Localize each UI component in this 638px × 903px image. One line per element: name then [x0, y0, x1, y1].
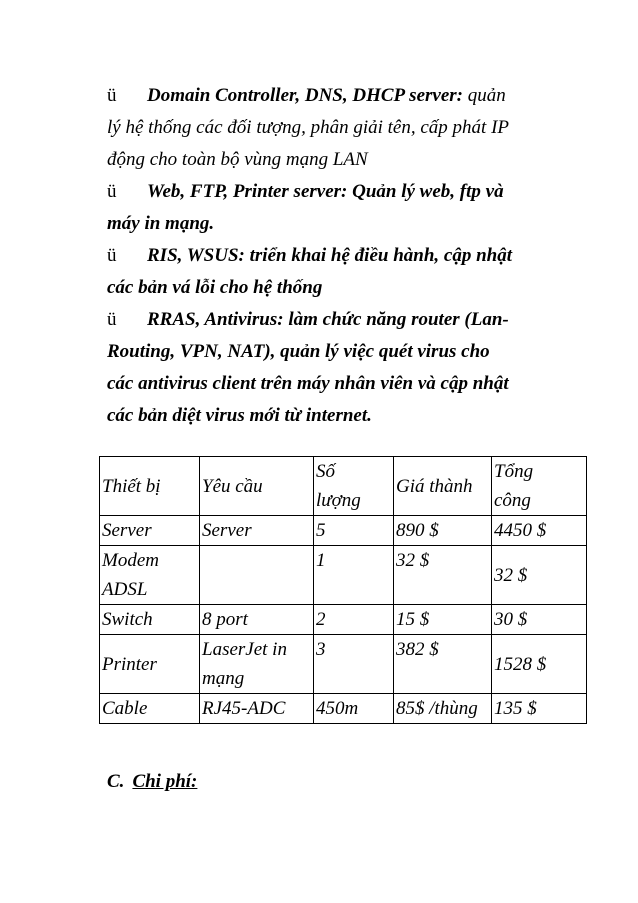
- cell-requirement-line2: mạng: [202, 668, 245, 689]
- cell-requirement: [200, 546, 314, 605]
- bullet-rras-antivirus: [107, 304, 577, 432]
- table-header-row: [100, 457, 587, 516]
- cell-total: 30 $: [492, 605, 587, 635]
- bullet-first-line: RRAS, Antivirus: làm chức năng router (Lan-: [147, 309, 509, 330]
- table-row: [100, 546, 587, 605]
- bullet-marker: ü: [107, 309, 117, 330]
- table-row: [100, 516, 587, 546]
- bullet-line: các antivirus client trên máy nhân viên và cập nhật: [107, 373, 509, 394]
- section-letter: C.: [107, 771, 125, 792]
- table-row: [100, 635, 587, 694]
- header-quantity: [314, 457, 394, 516]
- section-title: Chi phí:: [132, 771, 198, 792]
- cell-device-line2: ADSL: [102, 579, 148, 600]
- bullet-domain-controller: [107, 80, 577, 176]
- bullet-web-ftp: [107, 176, 577, 240]
- cell-device: Printer: [100, 635, 200, 694]
- bullet-ris-wsus: [107, 240, 577, 304]
- bullet-line: Routing, VPN, NAT), quản lý việc quét virus cho: [107, 341, 490, 362]
- cell-price: 85$ /thùng: [394, 694, 492, 724]
- header-quantity-line1: Số: [316, 461, 335, 482]
- header-total: [492, 457, 587, 516]
- bullet-first-line: RIS, WSUS: triển khai hệ điều hành, cập nhật: [147, 245, 512, 266]
- cell-requirement: 8 port: [200, 605, 314, 635]
- cell-total: 135 $: [492, 694, 587, 724]
- cell-quantity: 3: [314, 635, 394, 694]
- header-price: Giá thành: [394, 457, 492, 516]
- header-quantity-line2: lượng: [316, 490, 361, 511]
- table-row: [100, 605, 587, 635]
- cell-device: [100, 546, 200, 605]
- cell-requirement: RJ45-ADC: [200, 694, 314, 724]
- cell-price: 32 $: [394, 546, 492, 605]
- bullet-marker: ü: [107, 181, 117, 202]
- bullet-line: động cho toàn bộ vùng mạng LAN: [107, 149, 368, 170]
- cell-price: 890 $: [394, 516, 492, 546]
- cell-quantity: 1: [314, 546, 394, 605]
- bullet-lead: Domain Controller, DNS, DHCP server:: [147, 85, 463, 106]
- cell-total: 1528 $: [492, 635, 587, 694]
- header-total-line1: Tổng: [494, 461, 534, 482]
- header-device: Thiết bị: [100, 457, 200, 516]
- cell-device: Cable: [100, 694, 200, 724]
- bullet-marker: ü: [107, 245, 117, 266]
- bullet-line: máy in mạng.: [107, 213, 215, 234]
- cell-total: 4450 $: [492, 516, 587, 546]
- equipment-cost-table: [99, 456, 587, 724]
- cell-requirement: [200, 635, 314, 694]
- cell-device-line1: Modem: [102, 550, 159, 571]
- cell-price: 382 $: [394, 635, 492, 694]
- cell-requirement: Server: [200, 516, 314, 546]
- cell-quantity: 2: [314, 605, 394, 635]
- bullet-marker: ü: [107, 85, 117, 106]
- bullet-line: các bản diệt virus mới từ internet.: [107, 405, 372, 426]
- cell-requirement-line1: LaserJet in: [202, 639, 287, 660]
- cell-quantity: 5: [314, 516, 394, 546]
- cell-total: 32 $: [492, 546, 587, 605]
- table-row: [100, 694, 587, 724]
- cell-device: Switch: [100, 605, 200, 635]
- bullet-first-line: Web, FTP, Printer server: Quản lý web, ftp và: [147, 181, 504, 202]
- bullet-line: lý hệ thống các đối tượng, phân giải tên, cấp phát IP: [107, 117, 510, 138]
- bullet-rest: quản: [463, 85, 506, 106]
- cell-device: Server: [100, 516, 200, 546]
- cell-price: 15 $: [394, 605, 492, 635]
- header-requirement: Yêu cầu: [200, 457, 314, 516]
- header-total-line2: công: [494, 490, 531, 511]
- bullet-line: các bản vá lỗi cho hệ thống: [107, 277, 323, 298]
- section-heading: [107, 766, 197, 798]
- cell-quantity: 450m: [314, 694, 394, 724]
